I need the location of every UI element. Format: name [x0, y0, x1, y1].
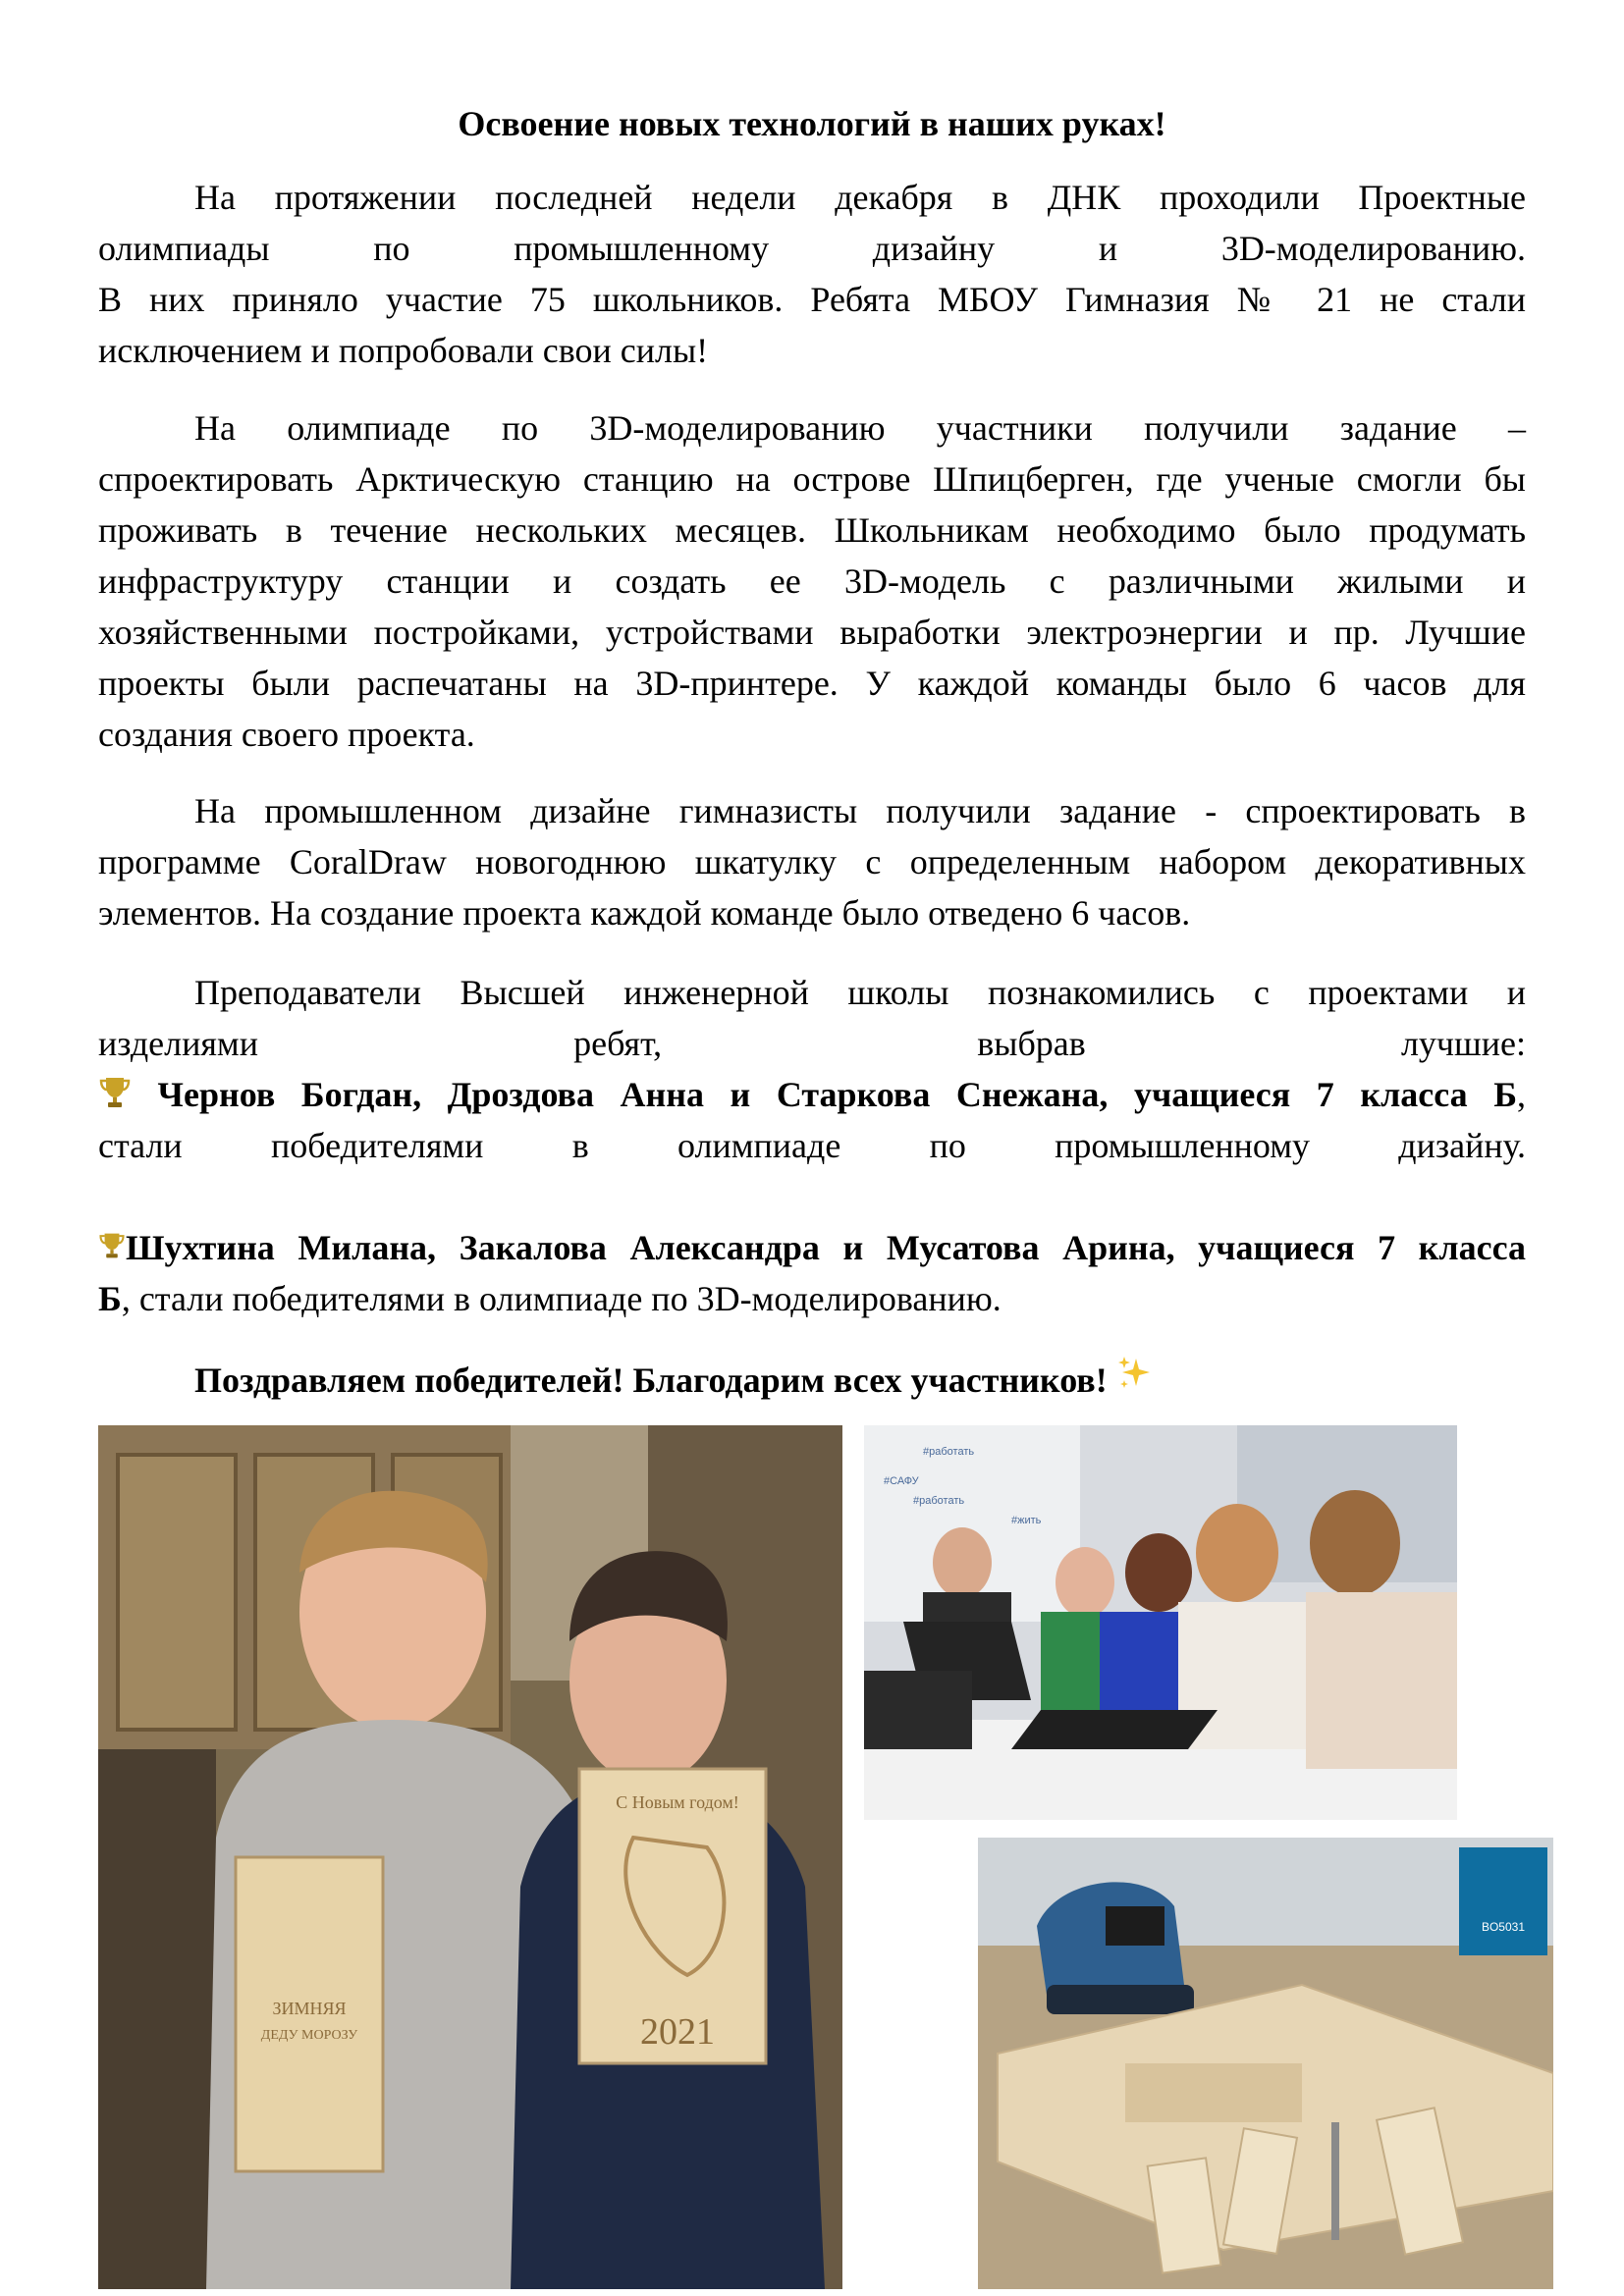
wall-tag: #жить: [1011, 1515, 1042, 1526]
winners-names-3d: Шухтина Милана, Закалова Александра и Мусатова Арина, учащиеся 7 класса: [126, 1228, 1526, 1267]
paragraph-industrial-design: [98, 785, 1526, 938]
wall-tag: #САФУ: [884, 1475, 919, 1487]
paragraph-closing: [98, 1355, 1526, 1406]
text-line: Преподаватели Высшей инженерной школы познакомились с проектами и: [194, 973, 1526, 1012]
paragraph-olympiads: [98, 172, 1526, 376]
winners-names-industrial: Чернов Богдан, Дроздова Анна и Старкова Снежана, учащиеся 7 класса Б: [157, 1075, 1518, 1114]
text-line: [98, 1273, 1526, 1324]
text-line: На олимпиаде по 3D-моделированию участники получили задание –: [194, 408, 1526, 448]
wall-tag: #работать: [913, 1495, 965, 1507]
text-line: проекты были распечатаны на 3D-принтере. У каждой команды было 6 часов для: [98, 664, 1526, 703]
wall-tag: #работать: [923, 1446, 975, 1458]
card-year: 2021: [640, 2011, 715, 2053]
text-line: программе CoralDraw новогоднюю шкатулку с определенным набором декоративных: [98, 842, 1526, 881]
text-line: изделиями ребят, выбрав лучшие:: [98, 1024, 1526, 1063]
text-line: олимпиады по промышленному дизайну и 3D-моделированию.: [98, 229, 1526, 268]
photo-sander-and-parts: [978, 1838, 1553, 2289]
text-line: стали победителями в олимпиаде по промышленному дизайну.: [98, 1126, 1526, 1165]
box-text: ДЕДУ МОРОЗУ: [260, 2028, 358, 2043]
text-line: инфраструктуру станции и создать ее 3D-модель с различными жилыми и: [98, 561, 1526, 601]
card-greeting: С Новым годом!: [616, 1792, 739, 1812]
photo-students-at-laptops: [864, 1425, 1457, 1820]
document-title: Освоение новых технологий в наших руках!: [458, 104, 1166, 143]
text-line: На протяжении последней недели декабря в ДНК проходили Проектные: [194, 178, 1526, 217]
text-line: элементов. На создание проекта каждой команде было отведено 6 часов.: [98, 893, 1191, 933]
winners-line-industrial: [98, 1069, 1526, 1120]
text-line: исключением и попробовали свои силы!: [98, 331, 709, 370]
text-line: спроектировать Арктическую станцию на острове Шпицберген, где ученые смогли бы: [98, 459, 1526, 499]
text-line: создания своего проекта.: [98, 715, 475, 754]
text-line: проживать в течение нескольких месяцев. Школьникам необходимо было продумать: [98, 510, 1526, 550]
text-line: На промышленном дизайне гимназисты получили задание - спроектировать в: [194, 791, 1526, 830]
trophy-icon: [98, 1075, 132, 1110]
paragraph-winners: [98, 967, 1526, 1324]
winners-rest-3d: , стали победителями в олимпиаде по 3D-моделированию.: [121, 1279, 1001, 1318]
winners-class-letter: Б: [98, 1279, 122, 1318]
text-line: В них приняло участие 75 школьников. Ребята МБОУ Гимназия № 21 не стали: [98, 280, 1526, 319]
box-text: ЗИМНЯЯ: [272, 1999, 347, 2018]
closing-line: [98, 1355, 1526, 1406]
text-line-empty: [98, 1171, 1526, 1222]
sander-box-label: BO5031: [1481, 1920, 1526, 1934]
closing-text: Поздравляем победителей! Благодарим всех участников!: [194, 1361, 1108, 1400]
sparkles-icon: [1116, 1355, 1152, 1394]
paragraph-3d-modeling: [98, 402, 1526, 760]
trophy-icon: [98, 1228, 126, 1263]
text-line: хозяйственными постройками, устройствами выработки электроэнергии и пр. Лучшие: [98, 613, 1526, 652]
winners-line-3d: [98, 1222, 1526, 1273]
winners-comma: ,: [1517, 1075, 1527, 1114]
photo-boys-with-boxes: [98, 1425, 842, 2289]
